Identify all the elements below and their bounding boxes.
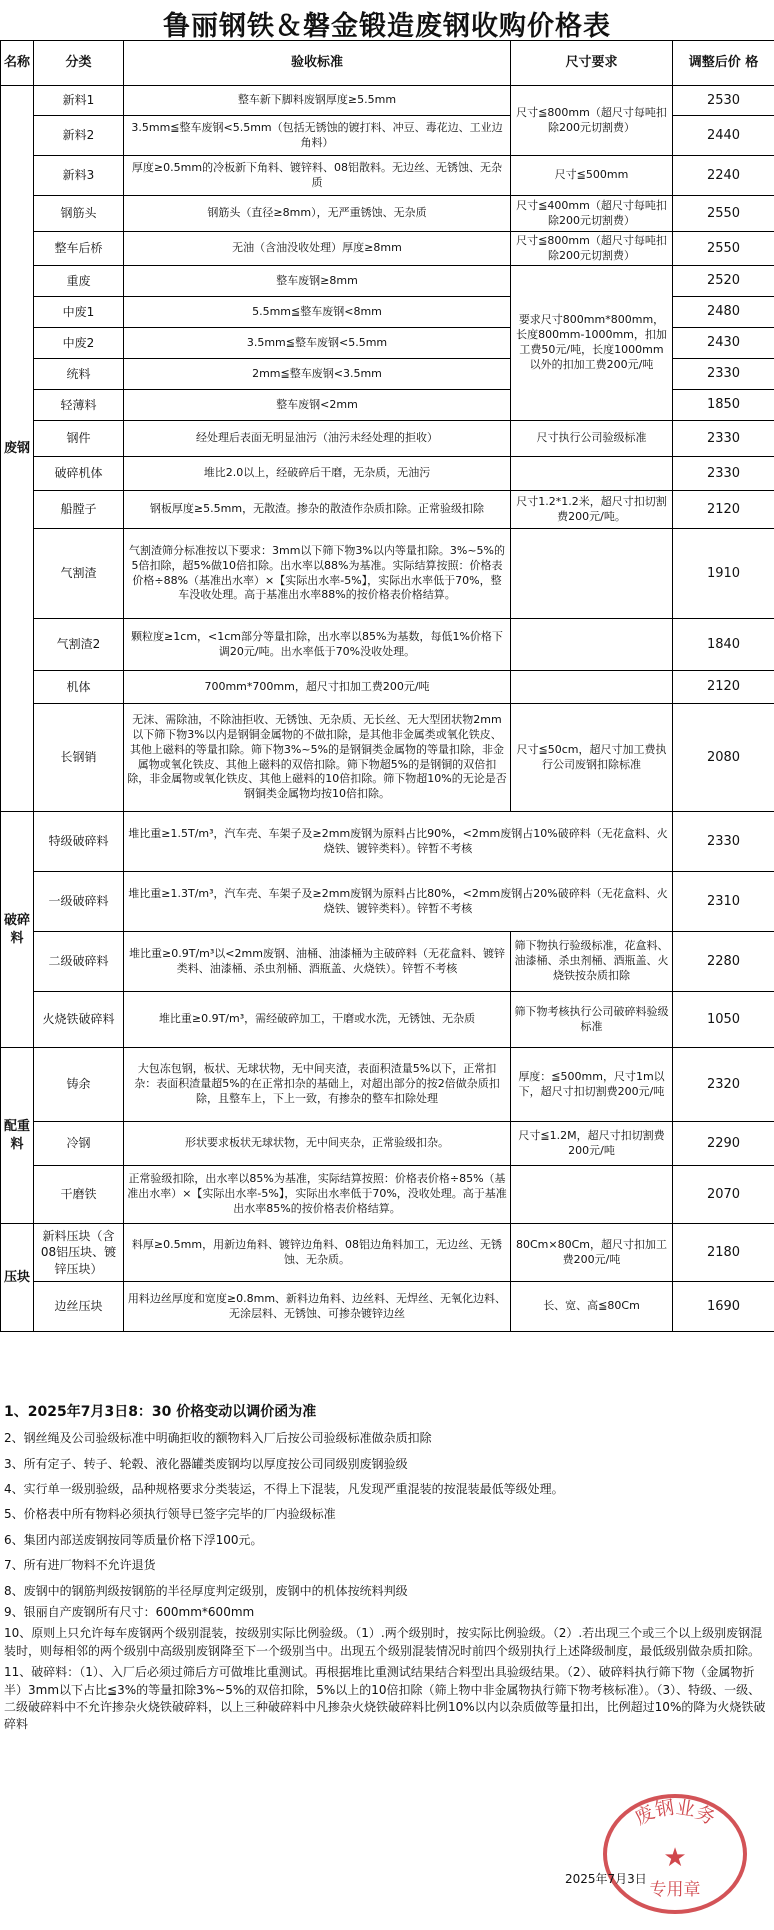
header-category: 分类 <box>34 41 124 86</box>
row-name: 中废1 <box>34 297 124 328</box>
table-row <box>1 232 774 266</box>
note-item: 5、价格表中所有物料必须执行领导已签字完毕的厂内验级标准 <box>4 1507 336 1522</box>
note-item: 11、破碎料：（1）、入厂后必须过筛后方可做堆比重测试。再根据堆比重测试结果结合料型出具验级结果。（2）、破碎料执行筛下物（金属物折半）3mm以下占比≦3%的等量扣除3%~5%的双倍扣除，5%以上的10倍扣除（筛上物中非金属物执行筛下物考核标准）。（3）、特级、一级、二级破碎料中不允许掺杂火烧铁破碎料，以上三种破碎料中凡掺杂火烧铁破碎料比例10%以内以杂质做等量扣出，比例超过10%的降为火烧铁破碎料 <box>4 1665 766 1732</box>
row-standard: 5.5mm≦整车废钢<8mm <box>124 297 511 328</box>
row-name: 一级破碎料 <box>34 872 124 932</box>
price-table <box>0 40 774 1332</box>
row-price: 2550 <box>673 232 774 266</box>
header-price: 调整后价 格 <box>673 41 774 86</box>
company-seal <box>600 1790 750 1918</box>
row-standard: 3.5mm≦整车废钢<5.5mm <box>124 328 511 359</box>
row-standard: 无沫、需除油，不除油拒收、无锈蚀、无杂质、无长丝、无大型团状物2mm以下筛下物3%以内是钢铜金属物的不做扣除，是其他非金属类或氧化铁皮、其他上磁料的等量扣除。筛下物3%~5%的是钢铜类金属物的等量扣除，非金属物或氧化铁皮、其他上磁料的双倍扣除。筛下物超5%的是钢铜的双倍扣除，非金属物或氧化铁皮、其他上磁料的10倍扣除。筛下物超10%的无论是否钢铜类金属物均按10倍扣除。 <box>124 704 511 812</box>
row-price: 2120 <box>673 491 774 529</box>
group-block: 压块 <box>1 1224 34 1332</box>
row-price: 2080 <box>673 704 774 812</box>
group-broken: 破碎料 <box>1 812 34 1048</box>
table-row <box>1 457 774 491</box>
row-price: 2280 <box>673 932 774 992</box>
row-price: 2330 <box>673 359 774 390</box>
table-row <box>1 491 774 529</box>
row-name: 钢件 <box>34 421 124 457</box>
table-row <box>1 156 774 196</box>
table-row <box>1 671 774 704</box>
document-date: 2025年7月3日 <box>565 1872 647 1886</box>
row-price: 1910 <box>673 529 774 619</box>
note-item: 8、废钢中的钢筋判级按钢筋的半径厚度判定级别，废钢中的机体按统料判级 <box>4 1583 408 1598</box>
row-name: 二级破碎料 <box>34 932 124 992</box>
row-price: 2550 <box>673 196 774 232</box>
row-size: 尺寸≦500mm <box>511 156 673 196</box>
row-name: 冷钢 <box>34 1122 124 1166</box>
row-size: 尺寸≦1.2M，超尺寸扣切割费200元/吨 <box>511 1122 673 1166</box>
table-row <box>1 196 774 232</box>
row-standard: 厚度≥0.5mm的冷板新下角料、镀锌料、08铝散料。无边丝、无锈蚀、无杂质 <box>124 156 511 196</box>
row-name: 新料1 <box>34 86 124 116</box>
row-size: 长、宽、高≦80Cm <box>511 1282 673 1332</box>
table-row <box>1 1048 774 1122</box>
row-name: 机体 <box>34 671 124 704</box>
table-row <box>1 1122 774 1166</box>
row-standard: 形状要求板状无球状物，无中间夹杂，正常验级扣杂。 <box>124 1122 511 1166</box>
row-standard: 钢板厚度≥5.5mm，无散渣。掺杂的散渣作杂质扣除。正常验级扣除 <box>124 491 511 529</box>
table-row <box>1 812 774 872</box>
row-price: 2320 <box>673 1048 774 1122</box>
row-name: 破碎机体 <box>34 457 124 491</box>
row-standard: 颗粒度≥1cm，<1cm部分等量扣除，出水率以85%为基数，每低1%价格下调20元/吨。出水率低于70%没收处理。 <box>124 619 511 671</box>
table-row <box>1 86 774 116</box>
note-item: 7、所有进厂物料不允许退货 <box>4 1558 156 1573</box>
header-name: 名称 <box>1 41 34 86</box>
row-size: 筛下物考核执行公司破碎料验级标准 <box>511 992 673 1048</box>
row-name: 气割渣2 <box>34 619 124 671</box>
row-size: 筛下物执行验级标准，花盒料、油漆桶、杀虫剂桶、酒瓶盖、火烧铁按杂质扣除 <box>511 932 673 992</box>
row-standard: 堆比2.0以上，经破碎后干磨，无杂质，无油污 <box>124 457 511 491</box>
row-standard: 700mm*700mm，超尺寸扣加工费200元/吨 <box>124 671 511 704</box>
row-price: 1840 <box>673 619 774 671</box>
row-size: 尺寸≦400mm（超尺寸每吨扣除200元切割费） <box>511 196 673 232</box>
row-size: 尺寸≦50cm，超尺寸加工费执行公司废钢扣除标准 <box>511 704 673 812</box>
row-price: 2330 <box>673 457 774 491</box>
row-name: 统料 <box>34 359 124 390</box>
row-standard: 3.5mm≦整车废钢<5.5mm（包括无锈蚀的镀打料、冲豆、毒花边、工业边角料） <box>124 116 511 156</box>
row-name: 气割渣 <box>34 529 124 619</box>
row-standard: 堆比重≥0.9T/m³，需经破碎加工，干磨或水洗，无锈蚀、无杂质 <box>124 992 511 1048</box>
row-standard: 钢筋头（直径≥8mm），无严重锈蚀、无杂质 <box>124 196 511 232</box>
row-size <box>511 529 673 619</box>
notes-section <box>4 1400 770 1736</box>
row-price: 2120 <box>673 671 774 704</box>
row-size <box>511 1166 673 1224</box>
row-standard: 正常验级扣除，出水率以85%为基准，实际结算按照：价格表价格÷85%（基准出水率）×【实际出水率-5%】，实际出水率低于70%，没收处理。高于基准出水率85%的按价格表价格结算。 <box>124 1166 511 1224</box>
table-row <box>1 932 774 992</box>
row-price: 2330 <box>673 812 774 872</box>
note-item: 9、银丽自产废钢所有尺寸：600mm*600mm <box>4 1605 255 1620</box>
row-size <box>511 619 673 671</box>
row-standard: 用料边丝厚度和宽度≥0.8mm、新料边角料、边丝料、无焊丝、无氧化边料、无涂层料、无锈蚀、可掺杂镀锌边丝 <box>124 1282 511 1332</box>
table-row <box>1 1282 774 1332</box>
row-name: 铸余 <box>34 1048 124 1122</box>
row-name: 特级破碎料 <box>34 812 124 872</box>
row-size: 要求尺寸800mm*800mm，长度800mm-1000mm，扣加工费50元/吨，长度1000mm以外的扣加工费200元/吨 <box>511 266 673 421</box>
row-price: 2440 <box>673 116 774 156</box>
row-price: 2530 <box>673 86 774 116</box>
row-price: 2430 <box>673 328 774 359</box>
row-price: 2240 <box>673 156 774 196</box>
table-row <box>1 704 774 812</box>
note-item: 3、所有定子、转子、轮毂、液化器罐类废钢均以厚度按公司同级别废钢验级 <box>4 1456 408 1471</box>
page-title: 鲁丽钢铁＆磐金锻造废钢收购价格表 <box>163 11 611 42</box>
seal-bottom-text: 专用章 <box>649 1880 701 1900</box>
row-price: 1690 <box>673 1282 774 1332</box>
row-name: 中废2 <box>34 328 124 359</box>
header-size: 尺寸要求 <box>511 41 673 86</box>
row-price: 1050 <box>673 992 774 1048</box>
row-size: 厚度：≦500mm，尺寸1m以下，超尺寸扣切割费200元/吨 <box>511 1048 673 1122</box>
row-name: 干磨铁 <box>34 1166 124 1224</box>
note-item: 4、实行单一级别验级，品种规格要求分类装运，不得上下混装，凡发现严重混装的按混装最低等级处理。 <box>4 1482 564 1497</box>
header-standard: 验收标准 <box>124 41 511 86</box>
row-price: 2290 <box>673 1122 774 1166</box>
row-price: 2070 <box>673 1166 774 1224</box>
row-standard: 整车新下脚料废钢厚度≥5.5mm <box>124 86 511 116</box>
row-standard: 堆比重≥1.3T/m³，汽车壳、车架子及≥2mm废钢为原料占比80%，<2mm废钢占20%破碎料（无花盒料、火烧铁、镀锌类料）。锌暂不考核 <box>124 872 673 932</box>
row-name: 新料3 <box>34 156 124 196</box>
row-name: 新料压块（含08铝压块、镀锌压块） <box>34 1224 124 1282</box>
svg-text:★: ★ <box>663 1843 687 1873</box>
note-item: 2、钢丝绳及公司验级标准中明确拒收的额物料入厂后按公司验级标准做杂质扣除 <box>4 1431 432 1446</box>
note-item: 6、集团内部送废钢按同等质量价格下浮100元。 <box>4 1532 263 1547</box>
row-size <box>511 457 673 491</box>
table-row <box>1 992 774 1048</box>
row-size <box>511 671 673 704</box>
row-price: 1850 <box>673 390 774 421</box>
row-name: 整车后桥 <box>34 232 124 266</box>
table-row <box>1 529 774 619</box>
row-size: 80Cm×80Cm，超尺寸扣加工费200元/吨 <box>511 1224 673 1282</box>
table-row <box>1 421 774 457</box>
row-size: 尺寸≦800mm（超尺寸每吨扣除200元切割费） <box>511 86 673 156</box>
row-standard: 大包冻包钢，板状、无球状物，无中间夹渣，表面积渣量5%以下，正常扣杂：表面积渣量超5%的在正常扣杂的基础上，对超出部分的按2倍做杂质扣除，且整车上，下上一致，有掺杂的整车扣除处理 <box>124 1048 511 1122</box>
row-standard: 堆比重≥1.5T/m³，汽车壳、车架子及≥2mm废钢为原料占比90%，<2mm废钢占10%破碎料（无花盒料、火烧铁、镀锌类料）。锌暂不考核 <box>124 812 673 872</box>
table-row <box>1 1166 774 1224</box>
row-standard: 整车废钢<2mm <box>124 390 511 421</box>
row-name: 边丝压块 <box>34 1282 124 1332</box>
row-name: 船膛子 <box>34 491 124 529</box>
row-name: 轻薄料 <box>34 390 124 421</box>
row-name: 新料2 <box>34 116 124 156</box>
group-waste: 废钢 <box>1 86 34 812</box>
row-price: 2180 <box>673 1224 774 1282</box>
table-header-row <box>1 41 774 86</box>
row-price: 2520 <box>673 266 774 297</box>
row-standard: 无油（含油没收处理）厚度≥8mm <box>124 232 511 266</box>
row-standard: 经处理后表面无明显油污（油污未经处理的拒收） <box>124 421 511 457</box>
row-name: 重废 <box>34 266 124 297</box>
note-item: 10、原则上只允许每车废钢两个级别混装，按级别实际比例验级。（1）.两个级别时，按实际比例验级。（2）.若出现三个或三个以上级别废钢混装时，则每相邻的两个级别中高级别废钢降至下一个级别当中。出现五个级别混装情况时前四个级别执行上述降级制度，最低级别做杂质扣除。 <box>4 1626 763 1658</box>
table-row <box>1 619 774 671</box>
row-price: 2330 <box>673 421 774 457</box>
table-row <box>1 872 774 932</box>
row-name: 长钢销 <box>34 704 124 812</box>
row-standard: 整车废钢≥8mm <box>124 266 511 297</box>
group-heavy: 配重料 <box>1 1048 34 1224</box>
row-name: 火烧铁破碎料 <box>34 992 124 1048</box>
row-size: 尺寸1.2*1.2米，超尺寸扣切割费200元/吨。 <box>511 491 673 529</box>
row-size: 尺寸≦800mm（超尺寸每吨扣除200元切割费） <box>511 232 673 266</box>
row-standard: 2mm≦整车废钢<3.5mm <box>124 359 511 390</box>
table-row <box>1 266 774 297</box>
row-standard: 堆比重≥0.9T/m³以<2mm废钢、油桶、油漆桶为主破碎料（无花盒料、镀锌类料、油漆桶、杀虫剂桶、酒瓶盖、火烧铁）。锌暂不考核 <box>124 932 511 992</box>
row-price: 2310 <box>673 872 774 932</box>
row-price: 2480 <box>673 297 774 328</box>
row-size: 尺寸执行公司验级标准 <box>511 421 673 457</box>
note-item: 1、2025年7月3日8：30 价格变动以调价函为准 <box>4 1404 317 1420</box>
row-standard: 料厚≥0.5mm，用新边角料、镀锌边角料、08铝边角料加工，无边丝、无锈蚀、无杂质。 <box>124 1224 511 1282</box>
row-standard: 气割渣筛分标准按以下要求：3mm以下筛下物3%以内等量扣除。3%~5%的5倍扣除，超5%做10倍扣除。出水率以88%为基准。实际结算按照：价格表价格÷88%（基准出水率）×【实际出水率-5%】，实际出水率低于70%，整车没收处理。高于基准出水率88%的按价格表价格结算。 <box>124 529 511 619</box>
table-row <box>1 1224 774 1282</box>
seal-top-text: 废钢业务 <box>631 1796 719 1830</box>
row-name: 钢筋头 <box>34 196 124 232</box>
